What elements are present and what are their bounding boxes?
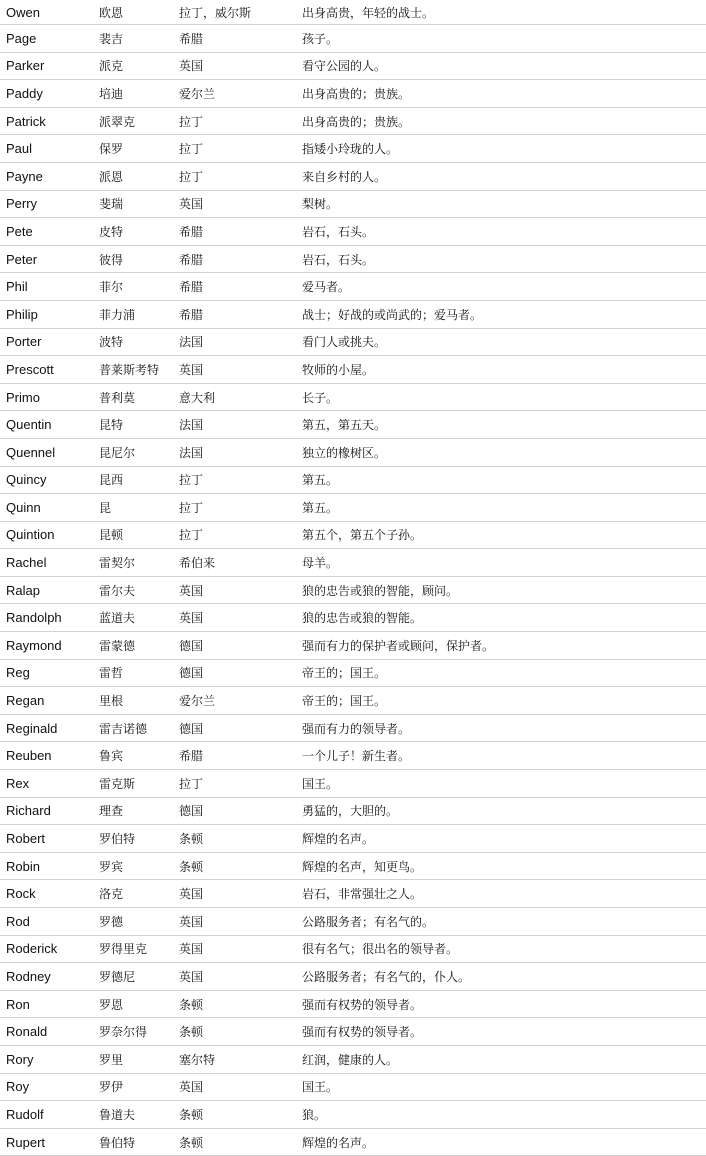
name-chinese: 罗伯特	[99, 825, 179, 853]
name-origin: 拉丁	[179, 107, 302, 135]
name-english: Rory	[0, 1045, 99, 1073]
table-row	[0, 714, 706, 742]
table-row	[0, 190, 706, 218]
name-meaning: 岩石，石头。	[302, 218, 706, 246]
name-english: Quentin	[0, 411, 99, 439]
name-meaning: 第五，第五天。	[302, 411, 706, 439]
name-english: Ralap	[0, 576, 99, 604]
name-origin: 希腊	[179, 273, 302, 301]
name-meaning: 指矮小玲珑的人。	[302, 135, 706, 163]
table-row	[0, 273, 706, 301]
name-origin: 法国	[179, 328, 302, 356]
name-meaning: 第五。	[302, 494, 706, 522]
name-english: Reuben	[0, 742, 99, 770]
name-meaning: 狼的忠告或狼的智能。	[302, 604, 706, 632]
table-row	[0, 0, 706, 25]
name-origin: 德国	[179, 714, 302, 742]
name-meaning: 孩子。	[302, 25, 706, 53]
table-row	[0, 521, 706, 549]
name-chinese: 鲁道夫	[99, 1101, 179, 1129]
name-origin: 条顿	[179, 1018, 302, 1046]
name-english: Ronald	[0, 1018, 99, 1046]
table-row	[0, 25, 706, 53]
table-row	[0, 908, 706, 936]
name-meaning: 战士；好战的或尚武的；爱马者。	[302, 300, 706, 328]
name-origin: 法国	[179, 438, 302, 466]
name-meaning: 强而有力的领导者。	[302, 714, 706, 742]
table-row	[0, 742, 706, 770]
table-row	[0, 438, 706, 466]
name-english: Rupert	[0, 1128, 99, 1156]
table-row	[0, 135, 706, 163]
name-chinese: 派翠克	[99, 107, 179, 135]
name-chinese: 鲁宾	[99, 742, 179, 770]
name-meaning: 辉煌的名声。	[302, 1128, 706, 1156]
table-row	[0, 218, 706, 246]
name-chinese: 雷吉诺德	[99, 714, 179, 742]
table-row	[0, 80, 706, 108]
name-meaning: 母羊。	[302, 549, 706, 577]
table-row	[0, 1101, 706, 1129]
name-english: Philip	[0, 300, 99, 328]
name-origin: 英国	[179, 1073, 302, 1101]
name-meaning: 出身高贵的；贵族。	[302, 80, 706, 108]
name-meaning: 梨树。	[302, 190, 706, 218]
name-meaning: 辉煌的名声。	[302, 825, 706, 853]
name-chinese: 洛克	[99, 880, 179, 908]
name-origin: 希腊	[179, 25, 302, 53]
name-chinese: 昆	[99, 494, 179, 522]
table-row	[0, 1045, 706, 1073]
table-row	[0, 880, 706, 908]
name-english: Paddy	[0, 80, 99, 108]
name-chinese: 雷尔夫	[99, 576, 179, 604]
name-english: Peter	[0, 245, 99, 273]
table-row	[0, 411, 706, 439]
name-english: Pete	[0, 218, 99, 246]
name-origin: 英国	[179, 604, 302, 632]
name-origin: 德国	[179, 632, 302, 660]
table-row	[0, 797, 706, 825]
name-chinese: 昆尼尔	[99, 438, 179, 466]
name-chinese: 派克	[99, 52, 179, 80]
name-english: Reginald	[0, 714, 99, 742]
name-chinese: 罗德	[99, 908, 179, 936]
name-origin: 条顿	[179, 990, 302, 1018]
name-english: Roderick	[0, 935, 99, 963]
table-row	[0, 770, 706, 798]
name-english: Rodney	[0, 963, 99, 991]
name-english: Reg	[0, 659, 99, 687]
name-chinese: 罗伊	[99, 1073, 179, 1101]
name-chinese: 鲁伯特	[99, 1128, 179, 1156]
name-origin: 希伯来	[179, 549, 302, 577]
name-meaning: 国王。	[302, 1073, 706, 1101]
table-row	[0, 632, 706, 660]
name-chinese: 雷蒙德	[99, 632, 179, 660]
name-meaning: 第五个，第五个子孙。	[302, 521, 706, 549]
name-english: Randolph	[0, 604, 99, 632]
name-chinese: 雷契尔	[99, 549, 179, 577]
table-row	[0, 1073, 706, 1101]
table-row	[0, 990, 706, 1018]
name-origin: 希腊	[179, 245, 302, 273]
name-meaning: 辉煌的名声，知更鸟。	[302, 852, 706, 880]
name-origin: 拉丁	[179, 162, 302, 190]
name-english: Page	[0, 25, 99, 53]
name-origin: 拉丁	[179, 521, 302, 549]
name-chinese: 里根	[99, 687, 179, 715]
table-row	[0, 604, 706, 632]
name-origin: 德国	[179, 797, 302, 825]
name-english: Rachel	[0, 549, 99, 577]
name-origin: 条顿	[179, 1128, 302, 1156]
name-english: Rex	[0, 770, 99, 798]
name-chinese: 蓝道夫	[99, 604, 179, 632]
name-origin: 希腊	[179, 742, 302, 770]
name-origin: 法国	[179, 411, 302, 439]
name-chinese: 雷哲	[99, 659, 179, 687]
name-english: Quennel	[0, 438, 99, 466]
table-row	[0, 825, 706, 853]
name-origin: 塞尔特	[179, 1045, 302, 1073]
name-chinese: 理查	[99, 797, 179, 825]
name-english: Phil	[0, 273, 99, 301]
name-origin: 爱尔兰	[179, 687, 302, 715]
name-meaning: 强而有权势的领导者。	[302, 1018, 706, 1046]
name-meaning: 公路服务者；有名气的。	[302, 908, 706, 936]
name-chinese: 普莱斯考特	[99, 356, 179, 384]
table-row	[0, 852, 706, 880]
name-chinese: 罗得里克	[99, 935, 179, 963]
name-meaning: 牧师的小屋。	[302, 356, 706, 384]
name-chinese: 裴吉	[99, 25, 179, 53]
name-chinese: 保罗	[99, 135, 179, 163]
name-english: Quincy	[0, 466, 99, 494]
name-meaning: 帝王的；国王。	[302, 687, 706, 715]
table-row	[0, 52, 706, 80]
name-english: Roy	[0, 1073, 99, 1101]
name-origin: 希腊	[179, 218, 302, 246]
name-chinese: 罗里	[99, 1045, 179, 1073]
table-row	[0, 107, 706, 135]
name-chinese: 彼得	[99, 245, 179, 273]
name-meaning: 来自乡村的人。	[302, 162, 706, 190]
name-meaning: 公路服务者；有名气的，仆人。	[302, 963, 706, 991]
name-english: Rudolf	[0, 1101, 99, 1129]
name-english: Rod	[0, 908, 99, 936]
name-english: Quinn	[0, 494, 99, 522]
name-english: Prescott	[0, 356, 99, 384]
name-meaning: 一个儿子！新生者。	[302, 742, 706, 770]
name-meaning: 帝王的；国王。	[302, 659, 706, 687]
name-english: Rock	[0, 880, 99, 908]
name-meaning: 很有名气；很出名的领导者。	[302, 935, 706, 963]
table-row	[0, 162, 706, 190]
name-chinese: 昆西	[99, 466, 179, 494]
name-english: Porter	[0, 328, 99, 356]
name-chinese: 罗宾	[99, 852, 179, 880]
name-origin: 意大利	[179, 383, 302, 411]
name-meaning: 国王。	[302, 770, 706, 798]
name-chinese: 普利莫	[99, 383, 179, 411]
name-meaning: 强而有权势的领导者。	[302, 990, 706, 1018]
name-english: Quintion	[0, 521, 99, 549]
name-origin: 拉丁，威尔斯	[179, 0, 302, 25]
table-row	[0, 245, 706, 273]
name-chinese: 罗恩	[99, 990, 179, 1018]
name-origin: 英国	[179, 52, 302, 80]
name-english: Raymond	[0, 632, 99, 660]
name-english: Richard	[0, 797, 99, 825]
name-meaning: 爱马者。	[302, 273, 706, 301]
name-chinese: 斐瑞	[99, 190, 179, 218]
name-meaning: 红润，健康的人。	[302, 1045, 706, 1073]
name-chinese: 昆顿	[99, 521, 179, 549]
name-origin: 拉丁	[179, 466, 302, 494]
name-english: Patrick	[0, 107, 99, 135]
name-origin: 英国	[179, 190, 302, 218]
name-chinese: 欧恩	[99, 0, 179, 25]
name-origin: 拉丁	[179, 135, 302, 163]
table-row	[0, 963, 706, 991]
name-meaning: 强而有力的保护者或顾问，保护者。	[302, 632, 706, 660]
name-origin: 条顿	[179, 1101, 302, 1129]
name-meaning: 勇猛的，大胆的。	[302, 797, 706, 825]
name-english: Primo	[0, 383, 99, 411]
table-row	[0, 328, 706, 356]
name-english: Perry	[0, 190, 99, 218]
name-chinese: 菲尔	[99, 273, 179, 301]
name-chinese: 菲力浦	[99, 300, 179, 328]
name-chinese: 派恩	[99, 162, 179, 190]
name-chinese: 皮特	[99, 218, 179, 246]
name-meaning: 看守公园的人。	[302, 52, 706, 80]
table-row	[0, 1128, 706, 1156]
name-meaning: 出身高贵，年轻的战士。	[302, 0, 706, 25]
name-chinese: 罗奈尔得	[99, 1018, 179, 1046]
table-row	[0, 494, 706, 522]
name-meaning: 狼。	[302, 1101, 706, 1129]
table-row	[0, 383, 706, 411]
table-row	[0, 687, 706, 715]
name-meaning: 看门人或挑夫。	[302, 328, 706, 356]
name-english: Robin	[0, 852, 99, 880]
name-origin: 德国	[179, 659, 302, 687]
table-row	[0, 659, 706, 687]
name-english: Owen	[0, 0, 99, 25]
name-english: Parker	[0, 52, 99, 80]
name-origin: 英国	[179, 356, 302, 384]
name-origin: 希腊	[179, 300, 302, 328]
name-english: Ron	[0, 990, 99, 1018]
name-origin: 拉丁	[179, 494, 302, 522]
name-english: Robert	[0, 825, 99, 853]
name-origin: 英国	[179, 908, 302, 936]
name-english: Regan	[0, 687, 99, 715]
name-origin: 条顿	[179, 825, 302, 853]
table-row	[0, 466, 706, 494]
name-origin: 英国	[179, 880, 302, 908]
table-row	[0, 935, 706, 963]
name-meaning: 岩石，非常强壮之人。	[302, 880, 706, 908]
name-meaning: 出身高贵的；贵族。	[302, 107, 706, 135]
table-row	[0, 356, 706, 384]
name-english: Payne	[0, 162, 99, 190]
name-meaning: 第五。	[302, 466, 706, 494]
name-origin: 英国	[179, 576, 302, 604]
name-chinese: 培迪	[99, 80, 179, 108]
name-english: Paul	[0, 135, 99, 163]
table-row	[0, 576, 706, 604]
name-meaning: 岩石，石头。	[302, 245, 706, 273]
name-meaning: 狼的忠告或狼的智能，顾问。	[302, 576, 706, 604]
name-chinese: 罗德尼	[99, 963, 179, 991]
name-origin: 英国	[179, 963, 302, 991]
name-meaning: 独立的橡树区。	[302, 438, 706, 466]
name-origin: 爱尔兰	[179, 80, 302, 108]
table-row	[0, 300, 706, 328]
name-chinese: 波特	[99, 328, 179, 356]
name-meaning: 长子。	[302, 383, 706, 411]
name-origin: 拉丁	[179, 770, 302, 798]
name-origin: 英国	[179, 935, 302, 963]
name-origin: 条顿	[179, 852, 302, 880]
table-row	[0, 1018, 706, 1046]
table-row	[0, 549, 706, 577]
name-chinese: 雷克斯	[99, 770, 179, 798]
name-chinese: 昆特	[99, 411, 179, 439]
